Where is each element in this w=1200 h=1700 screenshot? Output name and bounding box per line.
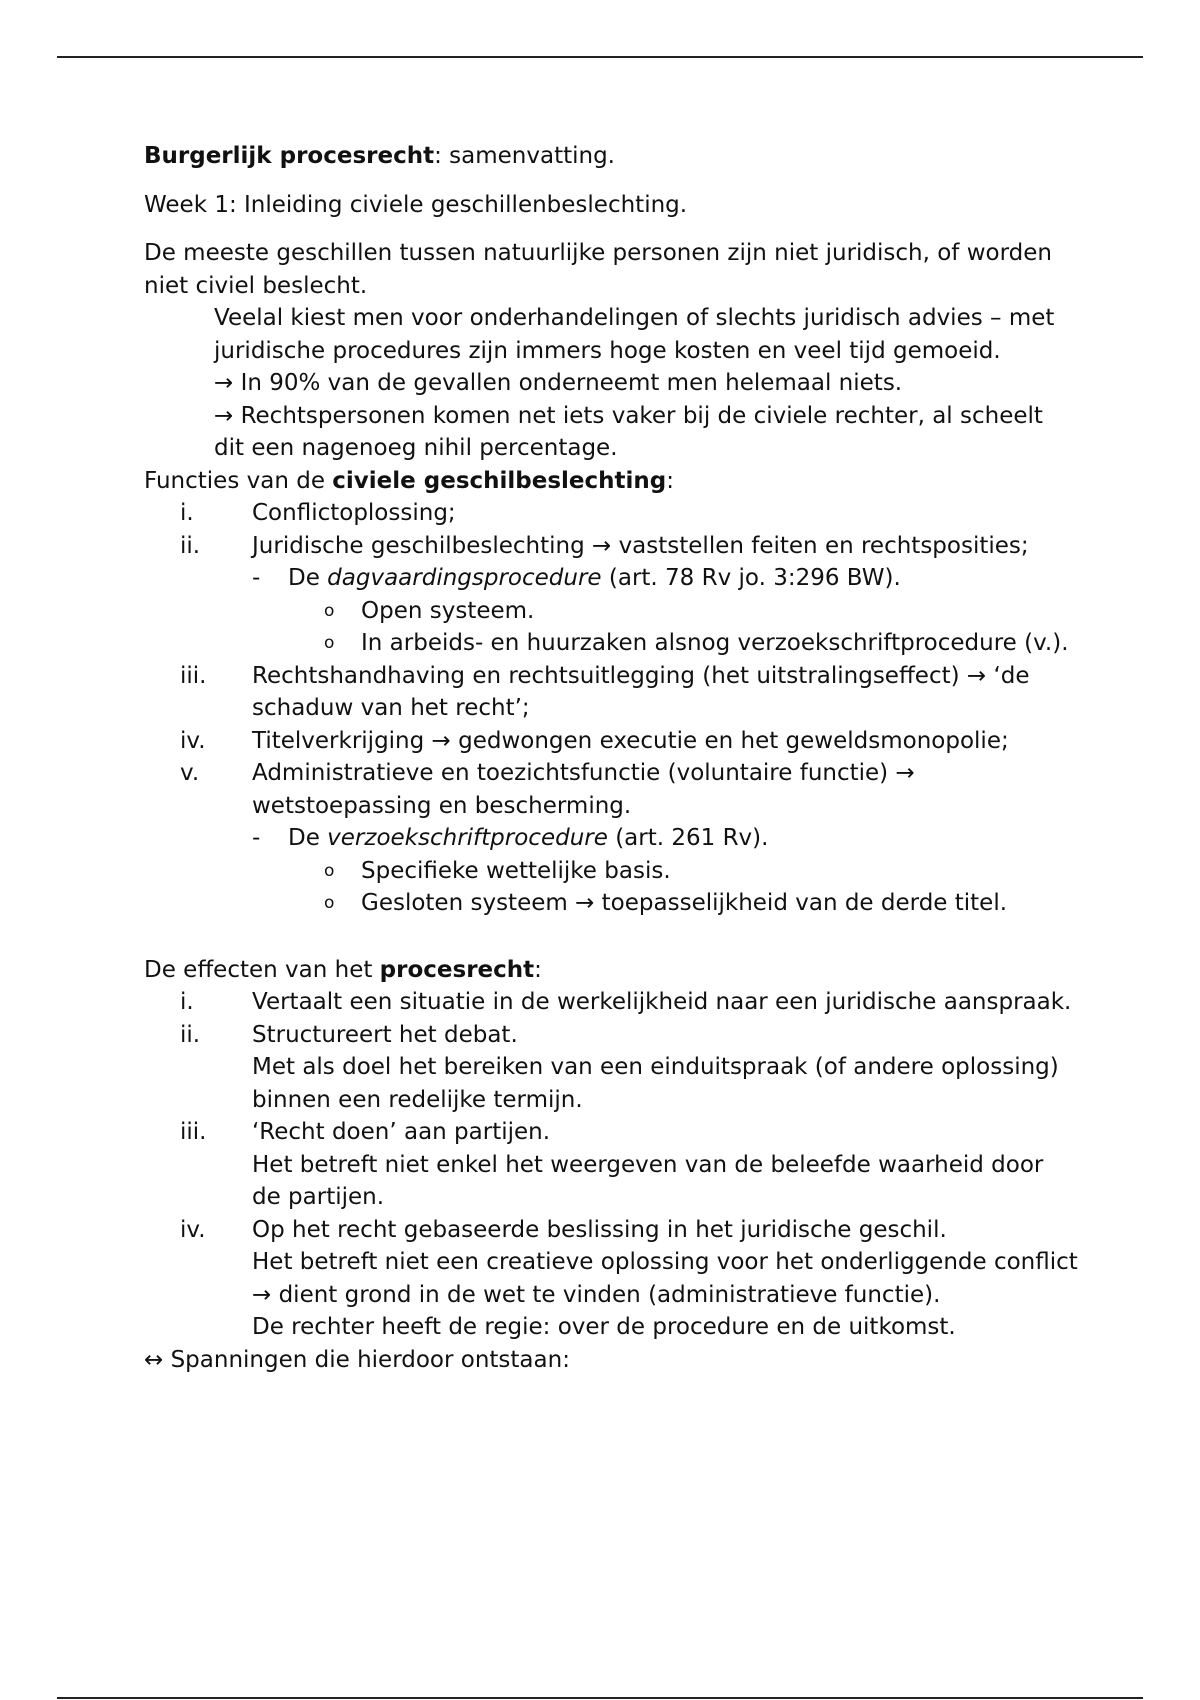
list-item: iii. Rechtshandhaving en rechtsuitlegging (het uitstralingseffect) → ‘de schaduw van het recht’; bbox=[180, 662, 1030, 721]
bullet-item: o Specifieke wettelijke basis. bbox=[144, 855, 1079, 888]
bullet-item: o Open systeem. bbox=[144, 595, 1079, 628]
document-title: Burgerlijk procesrecht: samenvatting. bbox=[144, 143, 615, 169]
list-item: ii. Juridische geschilbeslechting → vaststellen feiten en rechtsposities; bbox=[180, 532, 1029, 559]
list-item: iv. Op het recht gebaseerde beslissing in het juridische geschil. bbox=[180, 1216, 947, 1243]
week-heading: Week 1: Inleiding civiele geschillenbeslechting. bbox=[144, 191, 688, 218]
circle-bullet-icon: o bbox=[324, 860, 335, 881]
list-item: iii. ‘Recht doen’ aan partijen. bbox=[180, 1119, 551, 1145]
intro-paragraph: De meeste geschillen tussen natuurlijke personen zijn niet juridisch, of worden niet civiel beslecht. bbox=[144, 240, 1052, 299]
functies-heading: Functies van de civiele geschilbeslechting: bbox=[144, 467, 675, 494]
circle-bullet-icon: o bbox=[324, 633, 335, 653]
spanningen-line: ↔ Spanningen die hierdoor ontstaan: bbox=[144, 1346, 570, 1373]
circle-bullet-icon: o bbox=[324, 600, 335, 621]
indented-line: → Rechtspersonen komen net iets vaker bij de civiele rechter, al scheelt dit een nagenoeg nihil percentage. bbox=[214, 402, 1043, 461]
list-item: v. Administratieve en toezichtsfunctie (voluntaire functie) → wetstoepassing en bescherming. bbox=[180, 760, 915, 819]
list-item: ii. Structureert het debat. bbox=[180, 1021, 518, 1048]
circle-bullet-icon: o bbox=[324, 893, 335, 913]
indented-line: Veelal kiest men voor onderhandelingen of slechts juridisch advies – met juridische procedures zijn immers hoge kosten en veel tijd gemoeid. bbox=[214, 305, 1055, 364]
effecten-heading: De effecten van het procesrecht: bbox=[144, 956, 542, 983]
document-body bbox=[144, 140, 1079, 1376]
list-item-continuation: Het betreft niet een creatieve oplossing voor het onderliggende conflict → dient grond in de wet te vinden (administratieve functie). bbox=[252, 1249, 1078, 1308]
list-item-continuation: Met als doel het bereiken van een einduitspraak (of andere oplossing) binnen een redelijke termijn. bbox=[252, 1054, 1059, 1113]
sub-item-dagvaarding: - De dagvaardingsprocedure (art. 78 Rv jo. 3:296 BW). bbox=[252, 565, 901, 591]
list-item: i. Vertaalt een situatie in de werkelijkheid naar een juridische aanspraak. bbox=[180, 989, 1072, 1015]
bullet-item: o Gesloten systeem → toepasselijkheid van de derde titel. bbox=[144, 887, 1079, 920]
list-item: i. Conflictoplossing; bbox=[180, 500, 456, 526]
list-item-continuation: Het betreft niet enkel het weergeven van de beleefde waarheid door de partijen. bbox=[252, 1151, 1044, 1210]
bullet-item: o In arbeids- en huurzaken alsnog verzoekschriftprocedure (v.). bbox=[144, 627, 1079, 660]
footer-rule bbox=[57, 1697, 1143, 1699]
header-rule bbox=[57, 56, 1143, 58]
indented-line: → In 90% van de gevallen onderneemt men helemaal niets. bbox=[214, 370, 903, 396]
list-item: iv. Titelverkrijging → gedwongen executie en het geweldsmonopolie; bbox=[180, 727, 1009, 754]
sub-item-verzoekschrift: - De verzoekschriftprocedure (art. 261 Rv). bbox=[252, 825, 769, 851]
list-item-continuation: De rechter heeft de regie: over de procedure en de uitkomst. bbox=[252, 1314, 956, 1340]
